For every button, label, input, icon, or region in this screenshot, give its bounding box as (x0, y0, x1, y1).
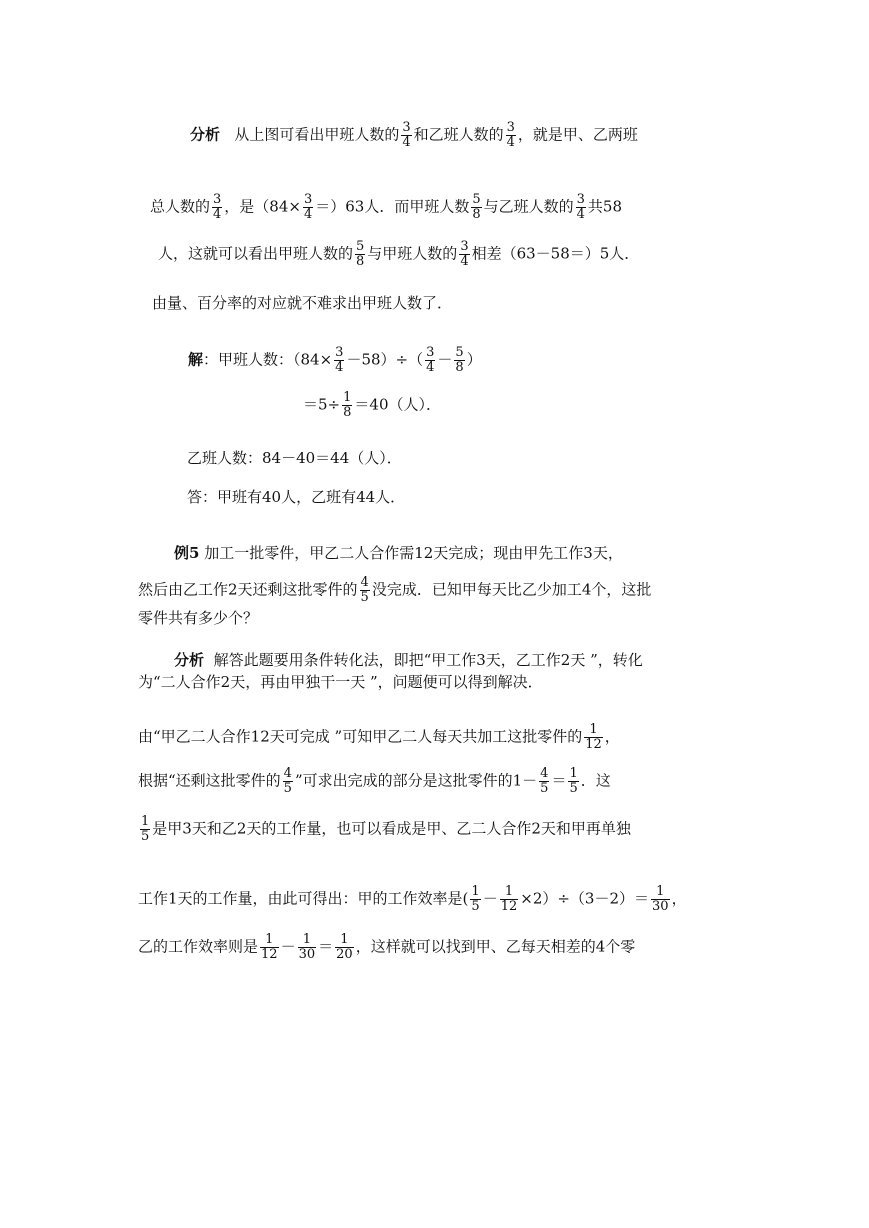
fraction (334, 346, 344, 375)
text: ） (466, 350, 482, 369)
fraction (576, 193, 586, 222)
denominator: 8 (472, 207, 481, 222)
denominator: 30 (652, 899, 669, 914)
numerator: 5 (455, 345, 464, 360)
example5-line3 (138, 608, 258, 628)
numerator: 3 (303, 192, 313, 207)
denominator: 8 (356, 254, 365, 269)
analysis2-line2 (138, 672, 543, 692)
numerator: 1 (343, 390, 352, 405)
fraction (401, 121, 411, 150)
fraction (651, 885, 670, 914)
analysis2-line4 (138, 767, 611, 796)
text: 加工一批零件，甲乙二人合作需12天完成；现由甲先工作3天， (204, 544, 623, 562)
fraction (283, 767, 293, 796)
analysis2-line6 (138, 885, 687, 914)
example5-line2 (138, 576, 651, 605)
text: 由“甲乙二人合作12天可完成 ”可知甲乙二人每天共加工这批零件的 (138, 727, 583, 746)
numerator: 3 (335, 345, 344, 360)
denominator: 4 (576, 207, 585, 222)
analysis2-line5 (138, 815, 631, 844)
text: 共58 (587, 197, 622, 216)
denominator: 5 (471, 899, 480, 914)
fraction (260, 933, 279, 962)
analysis1-line3 (158, 240, 639, 269)
denominator: 20 (336, 947, 353, 962)
denominator: 4 (303, 207, 313, 222)
text: 是甲3天和乙2天的工作量，也可以看成是甲、乙二人合作2天和甲再单独 (152, 819, 631, 838)
fraction (335, 933, 354, 962)
analysis2-line1 (174, 650, 643, 670)
text: ， (604, 727, 620, 746)
analysis2-line7 (138, 933, 635, 962)
denominator: 5 (360, 590, 369, 605)
text: 为“二人合作2天，再由甲独干一天 ”，问题便可以得到解决． (138, 673, 543, 691)
denominator: 5 (540, 781, 549, 796)
numerator: 3 (506, 120, 515, 135)
fraction (470, 885, 480, 914)
fraction (584, 723, 603, 752)
text: ＝）63人．而甲班人数 (315, 197, 470, 216)
text: ：甲班人数：（84× (203, 350, 333, 369)
text: － (437, 350, 453, 369)
text: ＝ (318, 937, 334, 956)
text: 从上图可看出甲班人数的 (234, 125, 400, 144)
denominator: 30 (298, 947, 316, 962)
numerator: 3 (426, 345, 435, 360)
fraction (459, 240, 469, 269)
text: 和乙班人数的 (413, 125, 504, 144)
fraction (454, 346, 464, 375)
text: 解答此题要用条件转化法，即把“甲工作3天，乙工作2天 ”，转化 (213, 651, 643, 669)
analysis1-line1 (190, 121, 638, 150)
numerator: 1 (335, 933, 354, 948)
fraction (303, 193, 313, 222)
solution-line1 (188, 346, 482, 375)
text: 答：甲班有40人，乙班有44人． (187, 488, 406, 506)
numerator: 1 (141, 814, 150, 829)
text: 乙班人数：84－40＝44（人）． (187, 449, 402, 467)
text: 由量、百分率的对应就不难求出甲班人数了． (152, 294, 453, 312)
denominator: 5 (283, 781, 292, 796)
text: 工作1天的工作量，由此可得出：甲的工作效率是( (138, 889, 469, 908)
analysis1-line2 (150, 193, 622, 222)
fraction (342, 391, 352, 420)
text: ，是（84× (224, 197, 301, 216)
numerator: 4 (540, 766, 549, 781)
denominator: 4 (213, 207, 222, 222)
numerator: 1 (471, 884, 480, 899)
text: ，就是甲、乙两班 (517, 125, 638, 144)
text: － (482, 889, 498, 908)
numerator: 1 (569, 766, 578, 781)
fraction (355, 240, 365, 269)
denominator: 4 (335, 360, 344, 375)
denominator: 12 (500, 899, 518, 914)
fraction (500, 885, 519, 914)
text: ，这样就可以找到甲、乙每天相差的4个零 (355, 937, 636, 956)
text: ．这 (580, 771, 611, 790)
denominator: 5 (569, 781, 578, 796)
solution-line3 (187, 448, 402, 468)
text: －58）÷（ (346, 350, 424, 369)
numerator: 4 (360, 575, 369, 590)
analysis2-label: 分析 (174, 651, 205, 669)
denominator: 12 (261, 947, 278, 962)
text: ＝40（人）． (354, 395, 441, 414)
numerator: 3 (402, 120, 411, 135)
text: ＝ (551, 771, 567, 790)
example5-label: 例5 (174, 544, 200, 562)
analysis2-line3 (138, 723, 620, 752)
text: 根据“还剩这批零件的 (138, 771, 281, 790)
text: ＝5÷ (303, 395, 341, 414)
fraction (212, 193, 222, 222)
denominator: 12 (585, 737, 602, 752)
text: － (280, 937, 296, 956)
denominator: 4 (426, 360, 435, 375)
text: 乙的工作效率则是 (138, 937, 259, 956)
denominator: 8 (455, 360, 464, 375)
fraction (471, 193, 481, 222)
numerator: 5 (356, 239, 365, 254)
text: 然后由乙工作2天还剩这批零件的 (138, 580, 358, 599)
denominator: 4 (506, 135, 515, 150)
text: 相差（63－58＝）5人． (471, 244, 640, 263)
numerator: 1 (298, 933, 317, 948)
numerator: 5 (472, 192, 481, 207)
fraction (539, 767, 549, 796)
fraction (568, 767, 578, 796)
text: 与甲班人数的 (367, 244, 458, 263)
denominator: 8 (343, 405, 352, 420)
denominator: 5 (141, 829, 150, 844)
numerator: 1 (260, 933, 279, 948)
numerator: 1 (651, 885, 670, 900)
fraction (140, 815, 150, 844)
fraction (425, 346, 435, 375)
analysis1-label: 分析 (190, 125, 221, 144)
fraction (506, 121, 516, 150)
numerator: 3 (576, 192, 585, 207)
text: 零件共有多少个？ (138, 609, 259, 627)
numerator: 1 (500, 885, 519, 900)
solution-answer (187, 487, 405, 507)
text: ×2）÷（3－2）＝ (520, 889, 650, 908)
text: 没完成．已知甲每天比乙少加工4个，这批 (371, 580, 652, 599)
text: 与乙班人数的 (483, 197, 574, 216)
fraction (360, 576, 370, 605)
text: ， (671, 889, 687, 908)
denominator: 4 (460, 254, 469, 269)
text: 人，这就可以看出甲班人数的 (158, 244, 354, 263)
fraction (298, 933, 317, 962)
text: ”可求出完成的部分是这批零件的1－ (294, 771, 538, 790)
solution-line2 (303, 391, 441, 420)
text: 总人数的 (150, 197, 211, 216)
analysis1-line4 (152, 293, 452, 313)
solution-label: 解 (188, 350, 204, 369)
numerator: 3 (213, 192, 222, 207)
numerator: 1 (584, 723, 603, 738)
numerator: 4 (283, 766, 292, 781)
numerator: 3 (460, 239, 469, 254)
denominator: 4 (402, 135, 411, 150)
example5-line1 (174, 543, 623, 563)
